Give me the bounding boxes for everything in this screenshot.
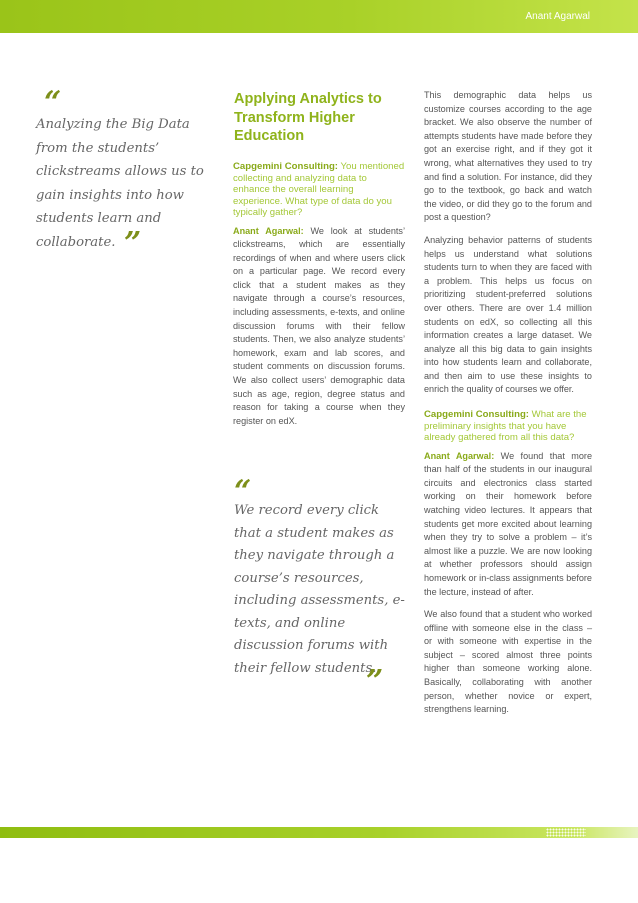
answer-2-text: We found that more than half of the students in our inaugural circuits and electronics class started working on their homework before watching video lectures. It appears that students get more excited about learning when they try to solve a problem – it’s almost like a puzzle. We are now looking at whether professors should assign homework or in-class assignments before the lecture, instead of after. bbox=[424, 450, 593, 597]
answer-1-continued-1: This demographic data helps us customize courses according to the age bracket. We also observe the number of attempts students have made before they got an exercise right, and if they got it wrong, what alternatives they used to try and find a solution. For instance, did they go to the textbook, go back and watch the video, or did they go to the forum and post a question? bbox=[424, 90, 592, 223]
open-quote-mark-1: “ bbox=[44, 85, 62, 120]
answer-1-text: We look at students’ clickstreams, which are essentially recordings of when and where users click on a particular page. We record every click that a student makes as they navigate through a course’s resources, including assessments, e-texts, and online discussion forums with their fellow students. Then, we also analyze students’ homework, exam and lab scores, and student comments on discussion forums. We also collect users’ demographic data such as age, region, degree status and reason for taking a course when they register on edX. bbox=[233, 225, 405, 426]
question-2 bbox=[424, 409, 592, 444]
article-column-2 bbox=[233, 161, 405, 437]
article-title: Applying Analytics to Transform Higher Education bbox=[234, 91, 382, 144]
question-1 bbox=[233, 161, 405, 219]
close-quote-mark-2: ” bbox=[366, 664, 384, 699]
interviewer-label: Capgemini Consulting: bbox=[424, 409, 529, 421]
pullquote-2: We record every click that a student makes as they navigate through a course’s resources, including assessments, e-texts, and online discussion forums with their fellow students. bbox=[234, 503, 405, 676]
question-1-text: You mentioned collecting and analyzing data to enhance the overall learning experience. What type of data do you typically gather? bbox=[233, 161, 405, 218]
answer-2-continued: We also found that a student who worked offline with someone else in the class – or with someone with expertise in the subject – scored almost three points higher than someone working alone. Basically, collaborating with another person, whether novice or expert, strengthens learning. bbox=[424, 609, 592, 715]
question-2-text: What are the preliminary insights that you have already gathered from all this data? bbox=[424, 409, 587, 444]
open-quote-mark-2: “ bbox=[234, 474, 252, 509]
answer-1-continued-2: Analyzing behavior patterns of students helps us understand what solutions students turn to when they are faced with a problem. This helps us focus on prioritizing student-preferred solutions over others. There are over 1.4 million students on edX, so collecting all this information creates a large dataset. We analyze all this big data to gain insights into how students learn and collaborate, and then aim to use these insights to enrich the quality of courses we offer. bbox=[424, 234, 592, 395]
close-quote-mark-1: ” bbox=[124, 226, 142, 261]
pullquote-1: Analyzing the Big Data from the students’ clickstreams allows us to gain insights into how students learn and collaborate. bbox=[36, 117, 204, 250]
answer-2 bbox=[424, 450, 592, 600]
respondent-label: Anant Agarwal: bbox=[424, 450, 495, 461]
footer-bar bbox=[0, 827, 638, 838]
respondent-label: Anant Agarwal: bbox=[233, 225, 304, 236]
header-author: Anant Agarwal bbox=[525, 11, 590, 22]
footer-dot-pattern bbox=[546, 828, 586, 837]
answer-1 bbox=[233, 225, 405, 429]
interviewer-label: Capgemini Consulting: bbox=[233, 161, 338, 172]
header-bar bbox=[0, 0, 638, 33]
article-column-3 bbox=[424, 89, 592, 726]
